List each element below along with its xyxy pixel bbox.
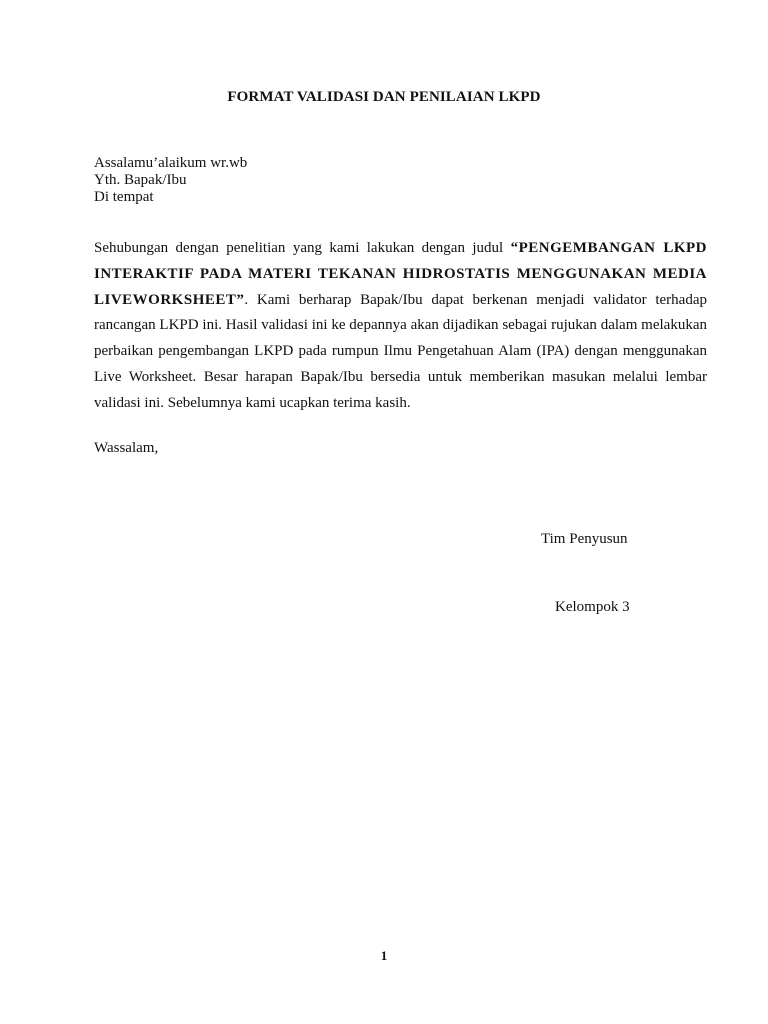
- body-rest: . Kami berharap Bapak/Ibu dapat berkenan menjadi validator terhadap rancangan LKPD ini. Hasil validasi ini ke depannya akan dijadikan sebagai rujukan dalam melakukan perbaikan pengembangan LKPD pada rumpun Ilmu Pengetahuan Alam (IPA) dengan menggunakan Live Worksheet. Besar harapan Bapak/Ibu bersedia untuk memberikan masukan melalui lembar validasi ini. Sebelumnya kami ucapkan terima kasih.: [94, 291, 707, 411]
- research-title: “PENGEMBANGAN LKPD INTERAKTIF PADA MATERI TEKANAN HIDROSTATIS MENGGUNAKAN MEDIA LIVEWORKSHEET”: [94, 240, 708, 308]
- page-number: 1: [380, 948, 388, 963]
- body-paragraph: [94, 236, 707, 417]
- greeting-recipient: Yth. Bapak/Ibu: [94, 172, 187, 188]
- closing-text: Wassalam,: [94, 440, 159, 456]
- greeting-block: [94, 155, 247, 206]
- body-intro: Sehubungan dengan penelitian yang kami lakukan dengan judul: [94, 240, 511, 256]
- greeting-salam: Assalamu’alaikum wr.wb: [94, 155, 248, 171]
- greeting-place: Di tempat: [94, 189, 154, 205]
- document-title: FORMAT VALIDASI DAN PENILAIAN LKPD: [227, 89, 541, 105]
- signature-team: Tim Penyusun: [541, 531, 628, 547]
- signature-group: Kelompok 3: [555, 599, 630, 615]
